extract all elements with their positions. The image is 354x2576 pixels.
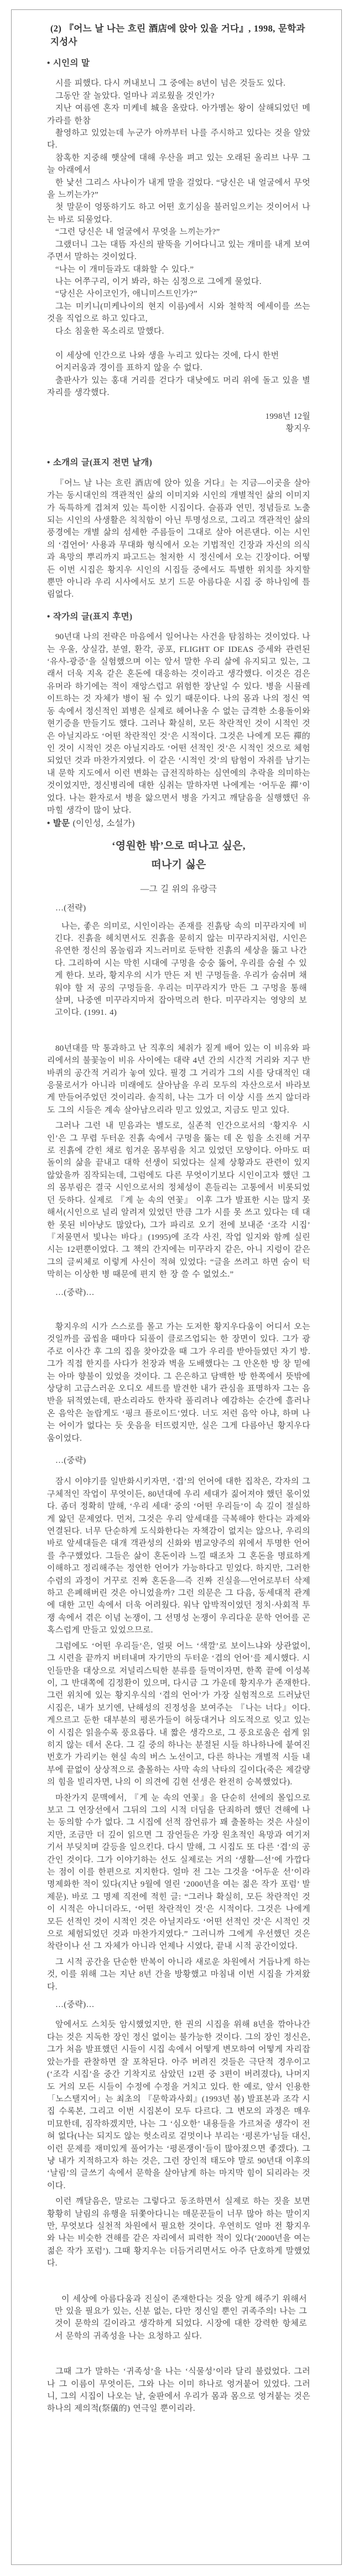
paragraph: 마찬가지 문맥에서, 『게 눈 속의 연꽃』을 단순히 선에의 몰입으로 보고 그 연장선에서 그뒤의 그의 시적 더딤을 단죄하려 했던 견해에 나는 동의할 수가 없다. 그 시집에 선적 잠언류가 꽤 출몰하는 것은 사실이지만, 조금만 더 깊이 읽으면 그 잠언들은 가장 원초적인 욕망과 여기저기서 부딪치며 갈등을 일으킨다. 다시 말해, 그 시집도 또 다른 ‘겹’의 공간인 것이다. 그가 이야기하는 선도 실제로는 거의 ‘생활—선’에 가깝다는 점이 이를 한편으로 지지한다. 얼마 전 그는 그것을 ‘어두운 선’이라 명제화한 적이 있다(지난 9월에 열린 ‘2000년을 여는 젊은 작가 포럼’ 발제문). 바로 그 명제 직전에 적힌 글: “그러나 확실히, 모든 착란적인 것이 시적은 아니더라도, ‘어떤 착란적인 것’은 시적이다. 그것은 나에게 모든 선적인 것이 시적인 것은 아닐지라도 ‘어떤 선적인 것’은 시적인 것으로 체험되었던 것과 마찬가지였다.” 그러니까 그에게 우선했던 것은 착란이나 선 그 자체가 아니라 언제나 시였다, 끝내 시적 공간이었다.: [47, 1793, 310, 1951]
ellipsis-marker: …(중략): [55, 1456, 86, 1465]
paragraph: 이런 깨달음은, 말로는 그렇다고 동조하면서 실제로 하는 짓을 보면 황황히 날림의 유행을 뒤쫓아다니는 매문꾼들이 너무 많아 하는 말이지만, 무엇보다 실천적 차원에서 필요한 것이다. 우연히도 얼마 전 황지우와 나는 비슷한 견해를 같은 자리에서 피력한 적이 있다(‘2000년을 여는 젊은 작가 포럼’). 그때 황지우는 더듬거리면서도 아주 단호하게 말했었다.: [47, 2197, 310, 2268]
poet-line: 참혹한 지중해 햇살에 대해 우산을 펴고 있는 오래된 올리브 나무 그늘 아래에서: [47, 153, 310, 175]
poet-line: 다소 침울한 목소리로 말했다.: [55, 326, 164, 336]
heading-bold-text: • 발문: [47, 819, 70, 829]
paragraph: 그럼에도 ‘어떤 우리들’은, 얼핏 어느 ‘색깔’로 보이느냐와 상관없이, 그 시련을 끝까지 버텨내며 자기만의 두터운 ‘겹의 언어’를 제시했다. 시인들만을 대상으로 저널리스틱한 분류를 들먹이자면, 한쪽 끝에 이성복이, 그 반대쪽에 김정환이 있으며, 다시금 그 가운데 황지우가 존재한다. 그런 위치에 있는 황지우식의 ‘겹의 언어’가 가장 실험적으로 드러났던 시집은, 내가 보기엔, 난해성의 진정성을 보여주는 『나는 너다』이다. 게으르고 둔한 대부분의 평론가들이 허둥대거나 의도적으로 잊고 있는 이 시집은 읽을수록 풍요롭다. 내 짧은 생각으로, 그 풍요로움은 쉽게 읽히지 않는 데서 온다. 그 길 중의 하나는 분절된 시들 하나하나에 붙여진 번호가 가리키는 현실 속의 버스 노선이고, 다른 하나는 개별적 시들 내부에 끝없이 상상적으로 출몰하는 사막 속의 낙타의 길이다(죽은 제갈량의 힘을 빌리자면, 나의 이 의견에 김현 선생은 완전히 승복했었다).: [47, 1641, 310, 1787]
poet-line: 나는 어쭈구리, 이거 봐라, 하는 심정으로 그에게 물었다.: [55, 277, 262, 286]
poet-line: “그런 당신은 내 얼굴에서 무엇을 느끼는가?”: [55, 228, 220, 237]
poet-line: 촬영하고 있었는데 누군가 아까부터 나를 주시하고 있다는 것을 알았다.: [47, 129, 310, 150]
paragraph: 앞에서도 스치듯 암시했었지만, 한 권의 시집을 위해 8년을 깎아나간다는 것은 지독한 장인 정신 없이는 불가능한 것이다. 그의 장인 정신은, 그가 처음 발표했던 시들이 시집 속에서 어떻게 변모하여 어떻게 자리잡았는가를 관찰하면 잘 포착된다. 아주 버려진 것들은 극단적 경우이고(‘조각 시집’을 중간 기착지로 삼았던 12편 중 3편이 버려졌다), 나머지도 거의 모든 시들이 수정에 수정을 거치고 있다. 한 예로, 앞서 인용한 「노스탤지어」는 최초의 『문학과사회』(1993년 봄) 발표본과 조각 시집 수록본, 그리고 이번 시집본이 모두 다르다. 그 변모의 과정은 매우 미묘한데, 짐작하겠지만, 나는 그 ‘심오한’ 내용들을 가르쳐줄 생각이 전혀 없다(나는 되지도 않는 헛소리로 겉멋이나 부리는 ‘평론가’님들 대신, 이런 문제를 재미있게 풀어가는 ‘평론쟁이’들이 많아졌으면 좋겠다). 그냥 내가 지적하고자 하는 것은, 그런 장인적 태도야 말로 90년대 이후의 ‘날림’의 글쓰기 속에서 문학을 살아남게 하는 마지막 힘이 되리라는 것이다.: [47, 2020, 310, 2190]
document-content: [11, 9, 342, 2565]
poet-line: 그랬더니 그는 대뜸 자신의 팔뚝을 기어다니고 있는 개미를 내게 보여주면서 말하는 것이었다.: [47, 240, 310, 262]
right-aligned-line: 황지우: [285, 424, 310, 433]
ellipsis-marker: …(전략): [55, 904, 86, 913]
quote-block: 이 세상에 아름다움과 진실이 존재한다는 것을 알게 해주기 위해서만 있을 필요가 있는, 신분 없는, 다만 정신일 뿐인 귀족주의! 나는 그것이 문학의 길이라고 생각하게 되었다. 시장에 대한 강력한 항체로서 문학의 귀족성을 나는 요청하고 싶다.: [55, 2294, 307, 2341]
essay-subtitle: —그 길 위의 유랑극: [140, 884, 217, 894]
ellipsis-marker: …(중략)…: [55, 2000, 95, 2010]
poet-line: “나는 이 개미들과도 대화할 수 있다.”: [55, 265, 194, 274]
right-aligned-line: 1998년 12월: [265, 412, 310, 421]
section-heading: • 소개의 글(표지 전면 날개): [47, 458, 153, 468]
poet-line: 그동안 잘 놀았다. 얼마나 괴로웠을 것인가?: [55, 91, 215, 101]
essay-title-line: 떠나기 싫은: [151, 858, 206, 871]
poet-line: 어지러움과 경이를 표하지 않을 수 없다.: [55, 364, 202, 373]
poet-line: 이 세상에 인간으로 나와 생을 누리고 있다는 것에, 다시 한번: [55, 351, 279, 360]
paragraph: 황지우의 시가 스스로를 몰고 가는 도저한 황지우다움이 어디서 오는 것일까를 곱씹을 때마다 되풀이 클로즈업되는 한 장면이 있다. 그가 광주로 이사간 후 그의 집을 찾아갔을 때 그가 우리를 받아들였던 자기 방. 그가 직접 한지를 사다가 천장과 벽을 도배했다는 그 안온한 방 창 밑에는 아마 향불이 있었을 것이다. 그 은은하고 담백한 방 한쪽에서 뜻밖에 상당히 고급스러운 오디오 세트를 발견한 내가 관심을 표명하자 그는 음반을 뒤적였는데, 판소리라도 한자락 풀리려나 예감하는 순간에 흘러나온 음악은 놀랍게도 ‘핑크 플로이드’였다. 너도 저런 음악 아냐, 하며 나는 어이가 없다는 듯 웃음을 터뜨렸지만, 실은 그게 다름아닌 황지우다움이었다.: [47, 1322, 310, 1443]
paragraph: 잠시 이야기를 일반화시키자면, ‘겹’의 언어에 대한 집착은, 각자의 그 구체적인 작업이 무엇이든, 80년대에 우리 세대가 짊어져야 했던 몫이었다. 좀더 정확히 말해, ‘우리 세대’ 중의 ‘어떤 우리들’이 속 깊이 절실하게 앓던 문제였다. 먼저, 그것은 우리 앞세대를 극복해야 한다는 과제와 연결된다. 너무 단순하게 도식화한다는 자책감이 없지는 않으나, 우리의 바로 앞세대들은 대개 객관성의 신화와 범교양주의 위에서 투명한 언어를 추구했었다. 그들은 삶이 혼돈이라 느낄 때조차 그 혼돈을 명료하게 이해하고 정리해주는 정연한 언어가 가능하다고 믿었다. 하지만, 그러한 수렴의 과정이 거꾸로 진짜 혼돈을—즉 진짜 진실을—언어로부터 삭제하고 은폐해버린 것은 아니었을까? 그런 의문은 그 다음, 동세대적 관계에 대한 고민 속에서 더욱 어려웠다. 워낙 압박적이었던 정치·사회적 투쟁 속에서 겪은 이념 논쟁이, 그 선명성 논쟁이 우리다운 문학 언어를 곤혹스럽게 만들고 있었으므로.: [47, 1477, 310, 1635]
paragraph: 90년대 나의 전략은 마음에서 일어나는 사건을 탐침하는 것이었다. 나는 우울, 상실감, 분열, 환각, 공포, FLIGHT OF IDEAS 증세와 관련된 ‘유사-광증’을 실험했으며 이는 앞서 말한 우리 삶에 유지되고 있는, 그래서 더욱 지옥 같은 혼돈에 대응하는 것이라고 생각했다. 이것은 검은 유머라 하기에는 적이 재앙스럽고 위험한 장난일 수 있다. 병을 시뮬레이트하는 것 자체가 병이 될 수 있기 때문이다. 나의 몸과 나의 정신 역동 속에서 정신적인 꾀병은 실제로 헤어나올 수 없는 급격한 소용돌이와 현기증을 만들기도 했다. 그러나 확실히, 모든 착란적인 것이 시적인 것은 아닐지라도 ‘어떤 착란적인 것’은 시적이다. 그것은 나에게 모든 禪的인 것이 시적인 것은 아닐지라도 ‘어떤 선적인 것’은 시적인 것으로 체험되었던 것과 마찬가지였다. 이 같은 ‘시적인 것’의 탐험이 자취를 남기는 내 문학 지도에서 이런 변화는 급전직하하는 심연에의 추락을 의미하는 것이었지만, 정신병리에 대한 심취는 말하자면 나에게는 ‘어두운 禪’이었다. 나는 환자로서 병을 앓으면서 병을 가지고 깨달음을 실행했던 유마힐 생각이 많이 났다.: [47, 633, 310, 815]
ellipsis-marker: …(중략)…: [55, 1288, 95, 1297]
paragraph: 『어느 날 나는 흐린 酒店에 앉아 있을 거다』는 지금—이곳을 살아가는 동시대인의 객관적인 삶의 이미지와 시인의 개별적인 삶의 이미지가 독특하게 겹쳐져 있는 특이한 시집이다. 슬픔과 연민, 정념들로 노출되는 시인의 사생활은 칙칙함이 아닌 투명성으로, 그리고 객관적인 삶의 풍경에는 개별 삶의 섬세한 주름들이 그대로 살아 어른댄다. 이는 시인의 ‘겹언어’ 사용과 무대화 형식에서 오는 기법적인 긴장과 자신의 의식과 욕망의 뿌리까지 파고드는 철저한 시 정신에서 오는 긴장이다. 어떻든 이번 시집은 황지우 시인의 시집들 중에서도 특별한 위치를 차지할 뿐만 아니라 우리 시사에서도 보기 드문 아름다운 시집 중 하나임에 틀림없다.: [47, 478, 310, 599]
doc-title: (2) 『어느 날 나는 흐린 酒店에 앉아 있을 거다』, 1998, 문학과지성사: [50, 23, 305, 47]
paragraph: 80년대를 막 통과하고 난 직후의 체취가 짙게 배어 있는 이 비유와 파리에서의 불꽃놀이 비유 사이에는 대략 4년 간의 시간적 거리와 지구 반바퀴의 공간적 거리가 놓여 있다. 필경 그 거리가 그의 시를 당대적인 대응물로서가 아니라 미래에도 살아남을 우리 모두의 자산으로서 바라보게 만들어주었던 것이리라. 솔직히, 나는 그가 더 이상 시를 쓰지 않더라도 그의 시들은 계속 살아남으리라 믿고 있었고, 지금도 믿고 있다.: [47, 1044, 310, 1115]
poet-line: 첫 말문이 엉뚱하기도 하고 어떤 호기심을 불러일으키는 것이어서 나는 바로 되물었다.: [47, 203, 310, 224]
poet-line: 그는 미키니(미케나이의 현지 이름)에서 시와 철학적 에세이를 쓰는 것을 직업으로 하고 있다고,: [47, 302, 310, 324]
section-heading: [47, 818, 310, 830]
essay-title-line: ‘영원한 밖’으로 떠나고 싶은,: [112, 840, 246, 852]
poet-line: 지난 여름엔 혼자 미케네 城을 올랐다. 아가멤논 왕이 살해되었던 메가라를 한참: [47, 104, 310, 125]
poet-line: 출판사가 있는 홍대 거리를 걷다가 대낮에도 머리 위에 돌고 있을 별자리를 생각했다.: [47, 376, 310, 398]
heading-tail-text: (이인성, 소설가): [70, 819, 135, 829]
poet-line: 시를 피했다. 다시 꺼내보니 그 중에는 8년이 넘은 것들도 있다.: [55, 79, 286, 88]
paragraph: 그 시적 공간을 단순한 반복이 아니라 새로운 차원에서 거듭나게 하는 것, 이를 위해 그는 지난 8년 간을 방황했고 마침내 이번 시집을 가져왔다.: [47, 1957, 310, 1992]
quote-block: 나는, 좋은 의미로, 시인이라는 존재를 진흙탕 속의 미꾸라지에 비긴다. 진흙을 헤치면서도 진흙을 묻히지 않는 미꾸라지처럼, 시인은 유연한 정신의 몸놀림과 지느러미로 둔탁한 진흙의 세상을 뚫고 나간다. 그리하여 시는 막힌 시대에 구멍을 숭숭 뚫어, 우리를 숨쉴 수 있게 한다. 보라, 황지우의 시가 만든 저 빈 구멍들을. 우리가 숨쉬며 채워야 할 저 공의 구멍들을. 우리는 미꾸라지가 만든 그 구멍을 통해 살며, 나중엔 미꾸라지마저 잡아먹으려 한다. 미꾸라지는 영양의 보고이다. (1991. 4): [55, 921, 307, 1018]
paragraph: 그러나 그런 내 믿음과는 별도로, 실존적 인간으로서의 ‘황지우 시인’은 그 무렵 두터운 진흙 속에서 구멍을 뚫는 데 온 힘을 소진해 거꾸로 진흙에 갇힌 채로 힘겨운 몸부림을 치고 있었던 모양이다. 아마도 떠돌이의 삶을 끝내고 대학 선생이 되었다는 실제 상황과도 관련이 있지 않았을까 짐작되는데, 그럼에도 다른 무엇이기보다 시인이고자 했던 그의 몸부림은 결국 시인으로서의 정체성이 흔들리는 고통에서 비롯되었던 듯하다. 실제로 『게 눈 속의 연꽃』 이후 그가 발표한 시는 많지 못해서(시인으로 널리 알려져 있었던 만큼 그가 시를 못 쓰고 있다는 데 대한 못된 비아냥도 많았다), 그가 파리로 오기 전에 보내준 ‘조각 시집’ 『저물면서 빛나는 바다』(1995)에 조각 사진, 작업 일지와 함께 실린 시는 12편뿐이었다. 그 책의 간지에는 미꾸라지 같은, 아니 지렁이 같은 그의 글씨체로 이렇게 사신이 적혀 있었다: “글을 쓰려고 하면 숨이 턱 막히는 이상한 병 때문에 편지 한 장 쓸 수 없었소.”: [47, 1121, 310, 1279]
poet-line: 한 낯선 그리스 사나이가 내게 말을 걸었다. “당신은 내 얼굴에서 무엇을 느끼는가?”: [47, 178, 310, 200]
poet-line: “당신은 사이코인가, 애니미스트인가?”: [55, 289, 197, 299]
section-heading: • 시인의 말: [47, 59, 90, 68]
paragraph: 그때 그가 말하는 ‘귀족성’을 나는 ‘식물성’이라 달리 불렀었다. 그러나 그 이름이 무엇이든, 그와 나는 이미 하나로 엉겨붙어 있었다. 그러니, 그의 시집이 나오는 날, 술판에서 우리가 몸과 몸으로 엉겨붙는 것은 하나의 제의적(祭儀的) 연극일 뿐이리라.: [47, 2367, 310, 2414]
section-heading: • 작가의 글(표지 후면): [47, 612, 133, 621]
